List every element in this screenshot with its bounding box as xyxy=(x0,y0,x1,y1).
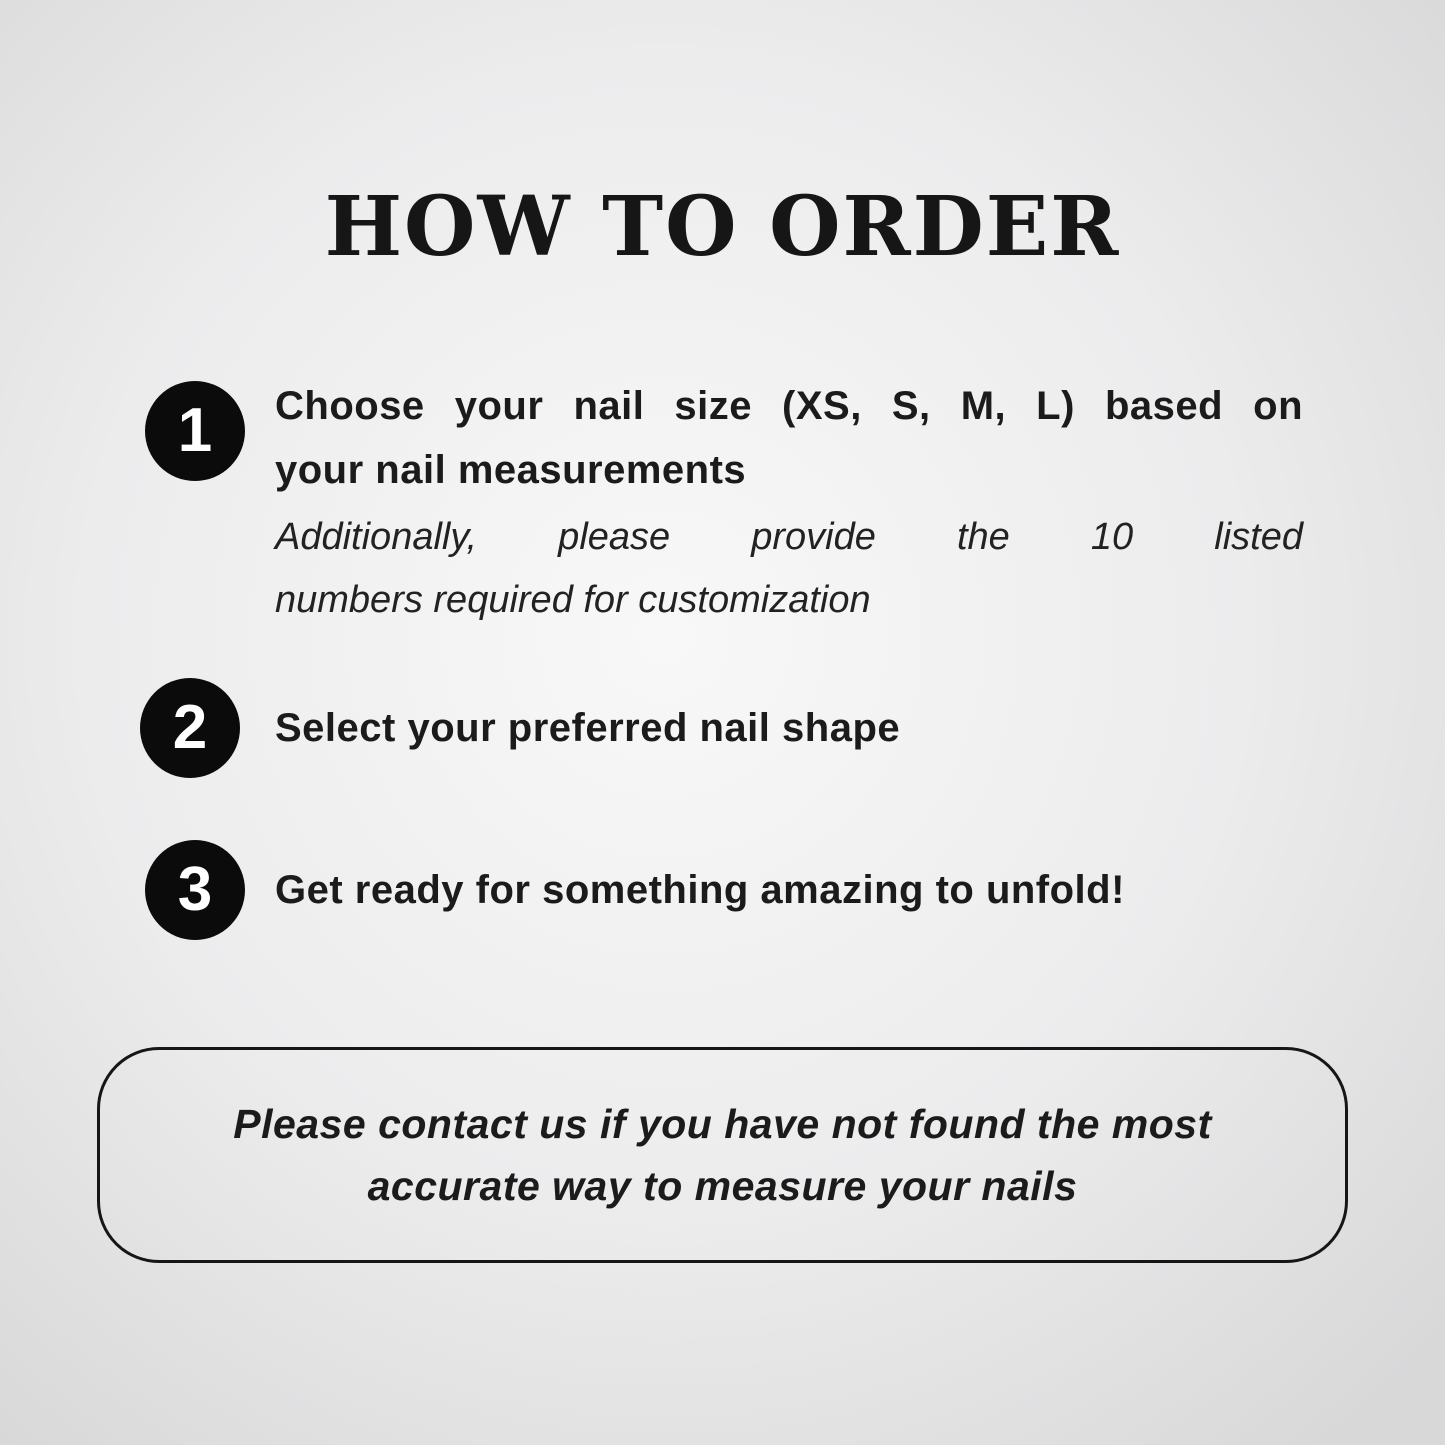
step-3-text xyxy=(275,840,1375,940)
step-3-badge xyxy=(145,840,245,940)
step-2-number: 2 xyxy=(172,693,208,762)
step-1-note-line-1: Additionally, please provide the 10 listed xyxy=(275,516,1303,558)
step-1-number: 1 xyxy=(177,396,213,465)
step-3-line-1: Get ready for something amazing to unfold! xyxy=(275,867,1125,912)
contact-note-line-1: Please contact us if you have not found the most xyxy=(233,1101,1212,1147)
step-1-line-1: Choose your nail size (XS, S, M, L) based on xyxy=(275,384,1303,428)
step-1-line-2: your nail measurements xyxy=(275,448,747,492)
page-title: HOW TO ORDER xyxy=(324,179,1121,275)
step-1-badge xyxy=(145,381,245,481)
step-1-note-line-2: numbers required for customization xyxy=(275,579,871,621)
step-2-line-1: Select your preferred nail shape xyxy=(275,705,901,750)
step-3-number: 3 xyxy=(177,855,213,924)
step-1-text xyxy=(275,374,1303,502)
step-2-text xyxy=(275,678,1375,778)
step-2-badge xyxy=(140,678,240,778)
step-1-note xyxy=(275,506,1303,632)
contact-note-line-2: accurate way to measure your nails xyxy=(367,1163,1078,1209)
contact-note-box xyxy=(97,1047,1348,1263)
